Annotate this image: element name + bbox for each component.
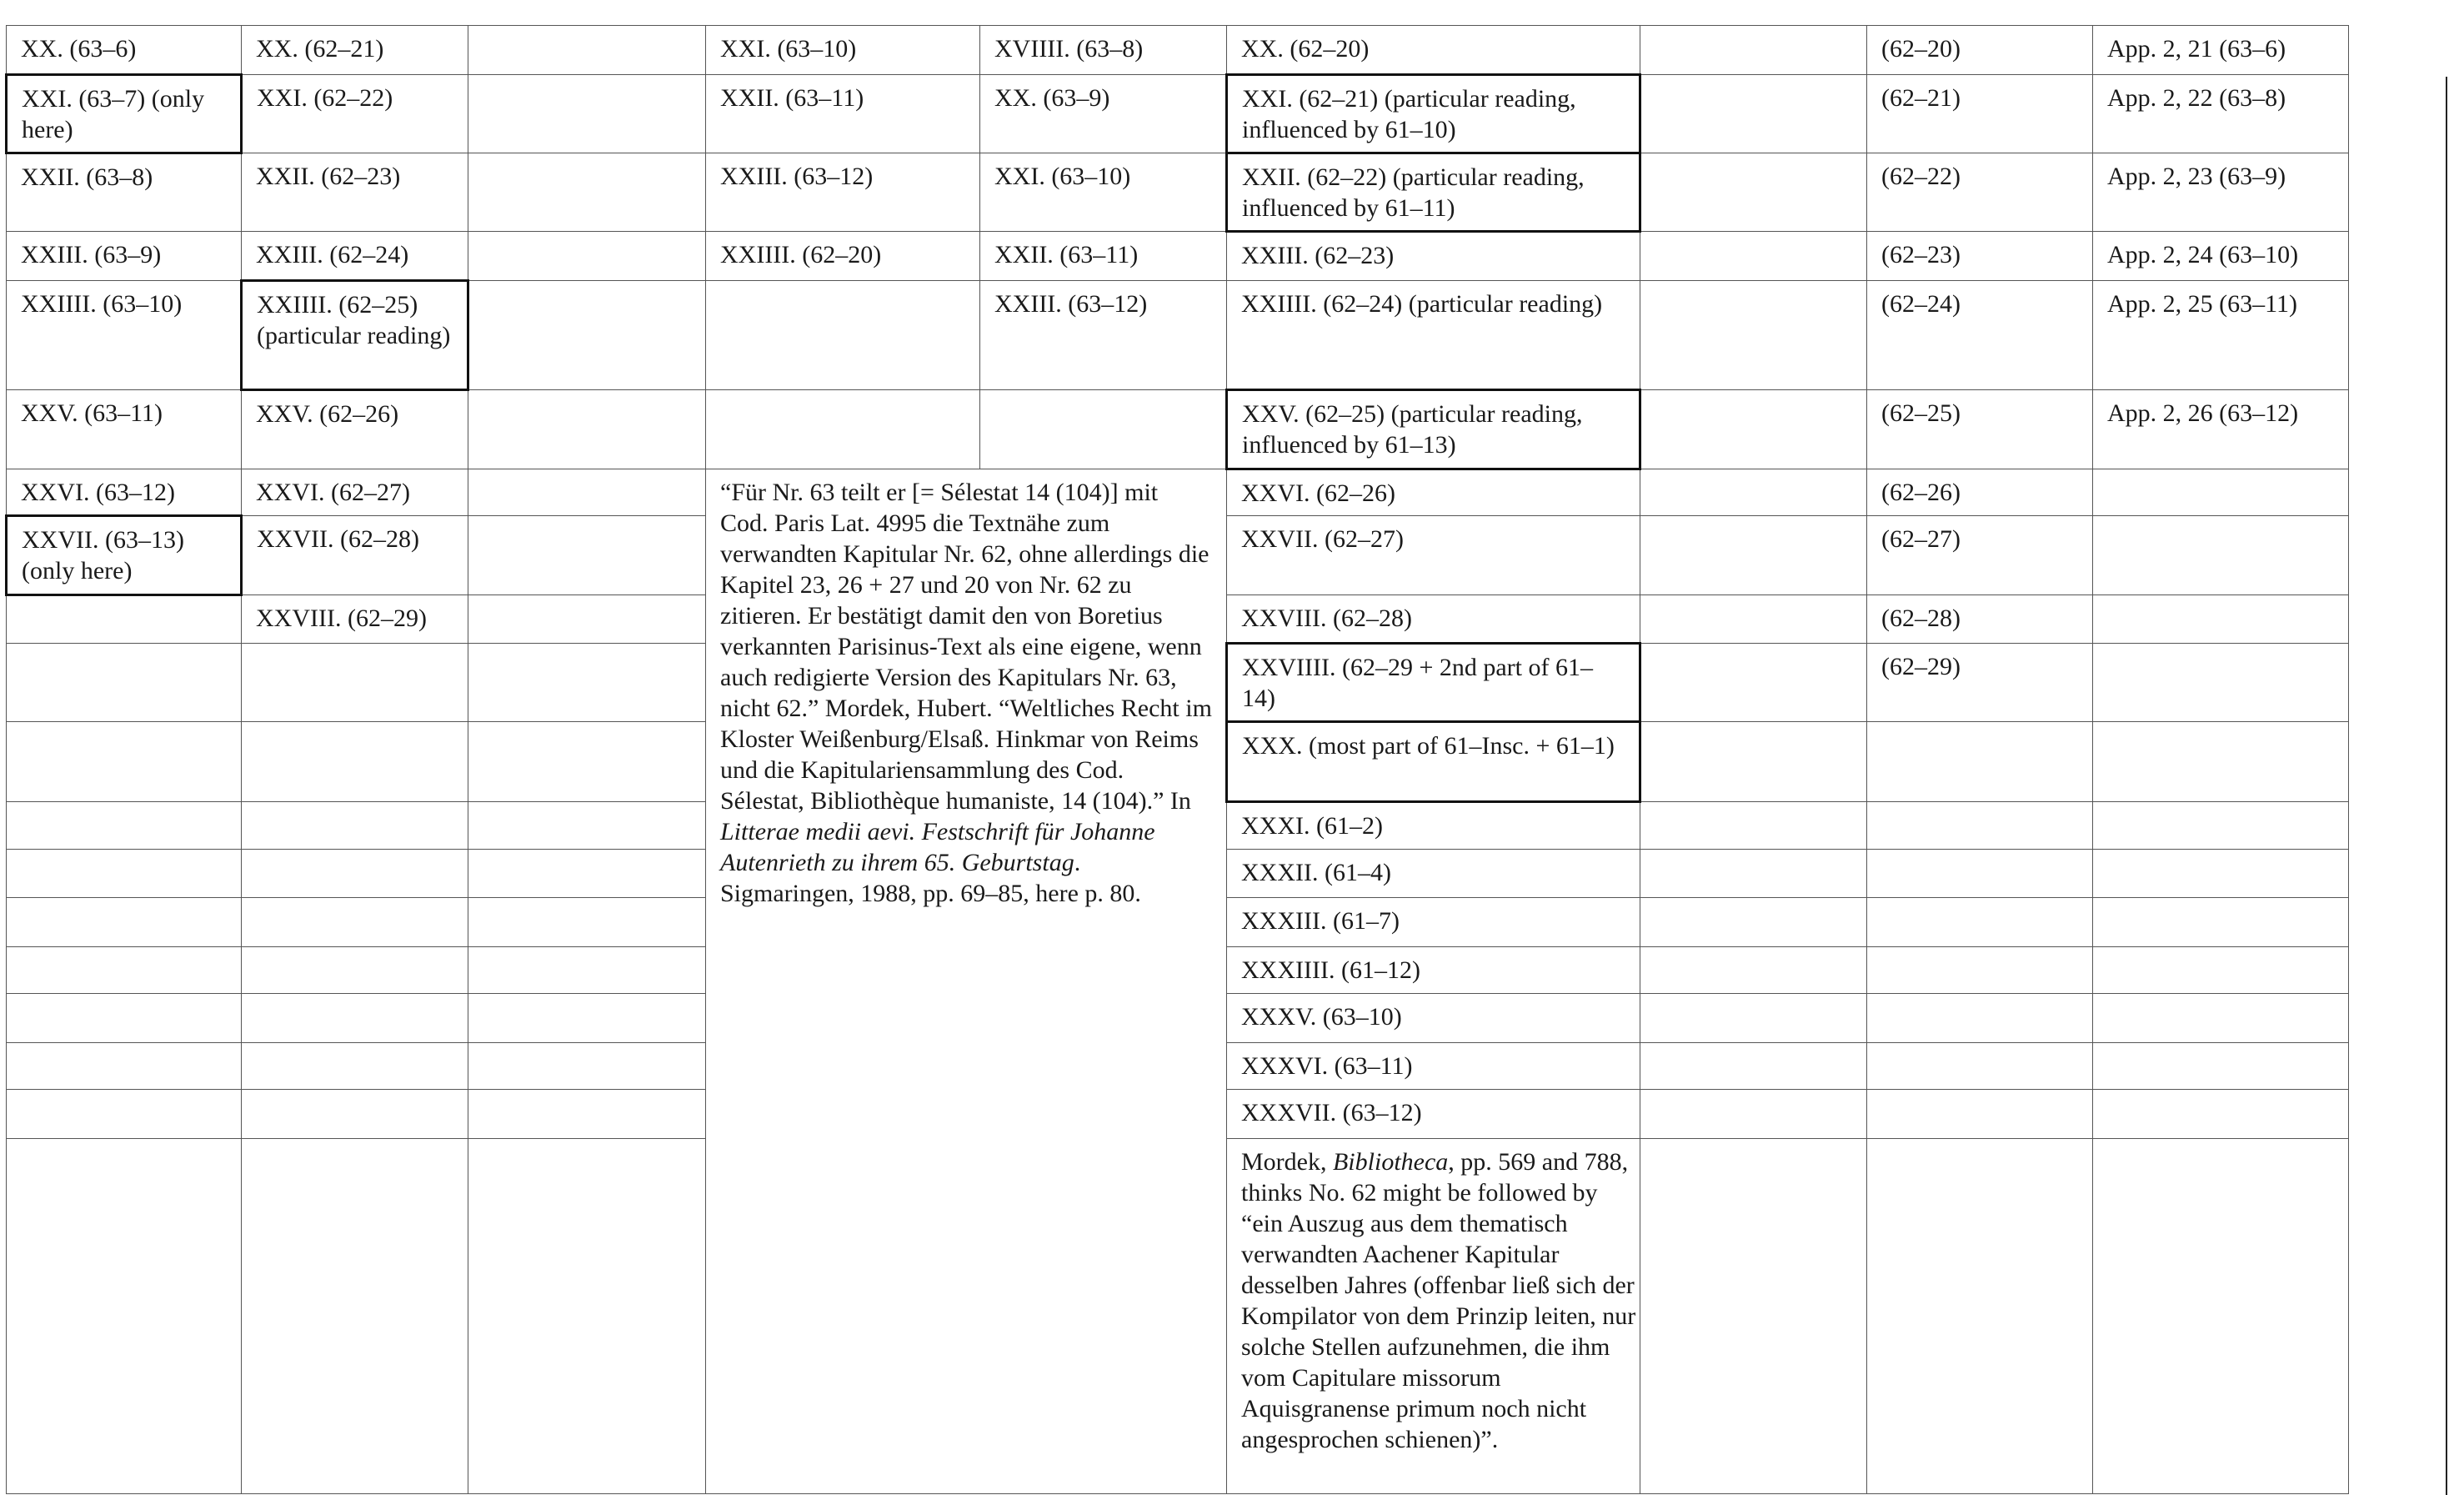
table-row [7, 469, 2349, 516]
table-cell: (62–29) [1867, 644, 2093, 722]
table-cell [1640, 1139, 1867, 1494]
table-cell [1640, 595, 1867, 644]
table-cell: XXII. (63–11) [706, 75, 980, 153]
table-cell [1640, 516, 1867, 595]
table-cell: XXII. (62–23) [242, 153, 468, 232]
table-cell: App. 2, 26 (63–12) [2093, 390, 2349, 469]
note-text: Mordek, [1241, 1148, 1333, 1176]
table-cell [468, 26, 706, 75]
table-row [7, 153, 2349, 232]
table-cell [468, 469, 706, 516]
table-cell: XXI. (62–21) (particular reading, influenced by 61–10) [1227, 75, 1640, 153]
table-cell: (62–22) [1867, 153, 2093, 232]
table-cell [468, 1043, 706, 1090]
table-cell: XXIIII. (62–25) (particular reading) [242, 281, 468, 390]
table-cell [242, 898, 468, 947]
table-cell [242, 947, 468, 994]
table-cell [468, 898, 706, 947]
table-cell: XX. (62–20) [1227, 26, 1640, 75]
table-cell: XXII. (62–22) (particular reading, influenced by 61–11) [1227, 153, 1640, 232]
table-cell [1640, 1090, 1867, 1139]
table-cell [7, 898, 242, 947]
table-cell [2093, 1043, 2349, 1090]
table-cell: XXXII. (61–4) [1227, 850, 1640, 898]
table-cell [242, 1043, 468, 1090]
table-cell [468, 994, 706, 1043]
table-row [7, 232, 2349, 281]
table-cell: XXI. (63–7) (only here) [7, 75, 242, 153]
table-cell: XXXIIII. (61–12) [1227, 947, 1640, 994]
table-cell: XXXIII. (61–7) [1227, 898, 1640, 947]
table-cell: App. 2, 21 (63–6) [2093, 26, 2349, 75]
table-cell: XXI. (62–22) [242, 75, 468, 153]
table-cell [2093, 644, 2349, 722]
note-text: . Sigmaringen, 1988, pp. 69–85, here p. 80. [720, 849, 1141, 907]
table-cell: XXVI. (62–27) [242, 469, 468, 516]
table-cell [1640, 722, 1867, 802]
table-cell: XX. (62–21) [242, 26, 468, 75]
table-cell: XXV. (62–26) [242, 390, 468, 469]
table-cell: XXVI. (62–26) [1227, 469, 1640, 516]
table-cell: (62–28) [1867, 595, 2093, 644]
table-cell [1867, 994, 2093, 1043]
table-cell: App. 2, 22 (63–8) [2093, 75, 2349, 153]
table-cell: XXIII. (62–24) [242, 232, 468, 281]
table-cell [1640, 75, 1867, 153]
table-cell [1640, 898, 1867, 947]
table-cell [468, 595, 706, 644]
table-cell: (62–27) [1867, 516, 2093, 595]
table-cell [7, 722, 242, 802]
table-cell: XXXVII. (63–12) [1227, 1090, 1640, 1139]
table-cell: (62–20) [1867, 26, 2093, 75]
table-cell [2093, 722, 2349, 802]
table-cell [1640, 153, 1867, 232]
table-cell [2093, 898, 2349, 947]
table-cell: XXVII. (62–27) [1227, 516, 1640, 595]
table-cell [1640, 802, 1867, 850]
table-cell [242, 994, 468, 1043]
table-cell [1640, 26, 1867, 75]
table-cell [7, 994, 242, 1043]
table-cell: XXIIII. (63–10) [7, 281, 242, 390]
table-cell [468, 644, 706, 722]
table-cell: XXVI. (63–12) [7, 469, 242, 516]
table-cell [468, 153, 706, 232]
table-cell: XVIIII. (63–8) [980, 26, 1227, 75]
quote-note-cell [706, 469, 1227, 1494]
table-cell [468, 1139, 706, 1494]
table-cell [1867, 1043, 2093, 1090]
table-cell [468, 722, 706, 802]
table-cell [1867, 947, 2093, 994]
table-cell: App. 2, 25 (63–11) [2093, 281, 2349, 390]
table-cell: XXI. (63–10) [980, 153, 1227, 232]
table-cell: XXVII. (62–28) [242, 516, 468, 595]
table-cell [468, 1090, 706, 1139]
table-cell [1867, 1090, 2093, 1139]
table-cell: XXVIIII. (62–29 + 2nd part of 61–14) [1227, 644, 1640, 722]
table-cell: XXVII. (63–13) (only here) [7, 516, 242, 595]
table-cell [468, 850, 706, 898]
table-cell: App. 2, 24 (63–10) [2093, 232, 2349, 281]
note-text: Litterae medii aevi. Festschrift für Johanne Autenrieth zu ihrem 65. Geburtstag [720, 818, 1155, 876]
table-cell [1867, 802, 2093, 850]
table-cell [468, 390, 706, 469]
table-cell: XX. (63–9) [980, 75, 1227, 153]
table-cell: XXXV. (63–10) [1227, 994, 1640, 1043]
table-cell [1640, 281, 1867, 390]
table-cell: XXVIII. (62–28) [1227, 595, 1640, 644]
table-cell [7, 644, 242, 722]
table-cell [706, 390, 980, 469]
table-cell [2093, 947, 2349, 994]
table-cell: (62–25) [1867, 390, 2093, 469]
table-cell [2093, 994, 2349, 1043]
table-cell [7, 802, 242, 850]
table-cell [7, 850, 242, 898]
table-cell: XXV. (62–25) (particular reading, influenced by 61–13) [1227, 390, 1640, 469]
table-cell [2093, 1090, 2349, 1139]
table-cell [2093, 516, 2349, 595]
table-cell: XXXI. (61–2) [1227, 802, 1640, 850]
table-cell: XXIII. (63–12) [706, 153, 980, 232]
table-cell [7, 595, 242, 644]
table-cell: XXIII. (63–9) [7, 232, 242, 281]
table-cell [2093, 469, 2349, 516]
table-cell [2093, 802, 2349, 850]
table-cell: XXI. (63–10) [706, 26, 980, 75]
table-cell [242, 644, 468, 722]
table-cell [242, 802, 468, 850]
concordance-table [5, 25, 2349, 1494]
table-cell [242, 1090, 468, 1139]
table-cell: XXV. (63–11) [7, 390, 242, 469]
table-cell [2093, 850, 2349, 898]
table-cell: (62–21) [1867, 75, 2093, 153]
table-cell [1640, 1043, 1867, 1090]
table-cell [468, 232, 706, 281]
table-cell: XXX. (most part of 61–Insc. + 61–1) [1227, 722, 1640, 802]
table-cell [468, 75, 706, 153]
table-row [7, 281, 2349, 390]
table-row [7, 26, 2349, 75]
table-cell [1640, 994, 1867, 1043]
table-cell: XXIII. (63–12) [980, 281, 1227, 390]
table-cell [980, 390, 1227, 469]
table-cell [1867, 898, 2093, 947]
table-cell [1867, 722, 2093, 802]
table-cell: XXIIII. (62–24) (particular reading) [1227, 281, 1640, 390]
table-cell: (62–26) [1867, 469, 2093, 516]
table-cell: XXII. (63–11) [980, 232, 1227, 281]
note-text: , pp. 569 and 788, thinks No. 62 might be followed by “ein Auszug aus dem thematisch verwandten Aachener Kapitular desselben Jahres (offenbar ließ sich der Kompilator von dem Prinzip leiten, nur solche Stellen aufzunehmen, die ihm vom Capitulare missorum Aquisgranense primum noch nicht angesprochen schienen)”. [1241, 1148, 1636, 1453]
table-cell [468, 281, 706, 390]
table-cell [1640, 947, 1867, 994]
note-text: “Für Nr. 63 teilt er [= Sélestat 14 (104)] mit Cod. Paris Lat. 4995 die Textnähe zum verwandten Kapitular Nr. 62, ohne allerdings die Kapitel 23, 26 + 27 und 20 von Nr. 62 zu zitieren. Er bestätigt damit den von Boretius verkannten Parisinus-Text als eine eigene, wenn auch redigierte Version des Kapitulars Nr. 63, nicht 62.” Mordek, Hubert. “Weltliches Recht im Kloster Weißenburg/Elsaß. Hinkmar von Reims und die Kapitulariensammlung des Cod. Sélestat, Bibliothèque humaniste, 14 (104).” In [720, 479, 1212, 815]
table-cell [1867, 850, 2093, 898]
table-cell [468, 802, 706, 850]
table-cell [242, 850, 468, 898]
table-cell: XXVIII. (62–29) [242, 595, 468, 644]
table-cell [1867, 1139, 2093, 1494]
table-cell [7, 1139, 242, 1494]
table-cell [1640, 469, 1867, 516]
table-row [7, 390, 2349, 469]
table-cell [468, 516, 706, 595]
mordek-note-cell [1227, 1139, 1640, 1494]
table-cell: XXIII. (62–23) [1227, 232, 1640, 281]
table-cell [7, 1090, 242, 1139]
table-cell [1640, 644, 1867, 722]
table-cell [242, 1139, 468, 1494]
table-cell [242, 722, 468, 802]
table-row [7, 75, 2349, 153]
table-cell: App. 2, 23 (63–9) [2093, 153, 2349, 232]
table-cell: XXIIII. (62–20) [706, 232, 980, 281]
table-cell [2093, 595, 2349, 644]
table-cell [7, 947, 242, 994]
table-cell [1640, 232, 1867, 281]
page-edge-divider [2446, 77, 2447, 1495]
table-cell [2093, 1139, 2349, 1494]
table-cell [1640, 850, 1867, 898]
table-cell: (62–23) [1867, 232, 2093, 281]
table-cell: XXXVI. (63–11) [1227, 1043, 1640, 1090]
table-cell [1640, 390, 1867, 469]
table-cell [706, 281, 980, 390]
table-cell [468, 947, 706, 994]
table-cell: XXII. (63–8) [7, 153, 242, 232]
table-cell [7, 1043, 242, 1090]
table-cell: XX. (63–6) [7, 26, 242, 75]
note-text: Bibliotheca [1332, 1148, 1449, 1176]
table-cell: (62–24) [1867, 281, 2093, 390]
